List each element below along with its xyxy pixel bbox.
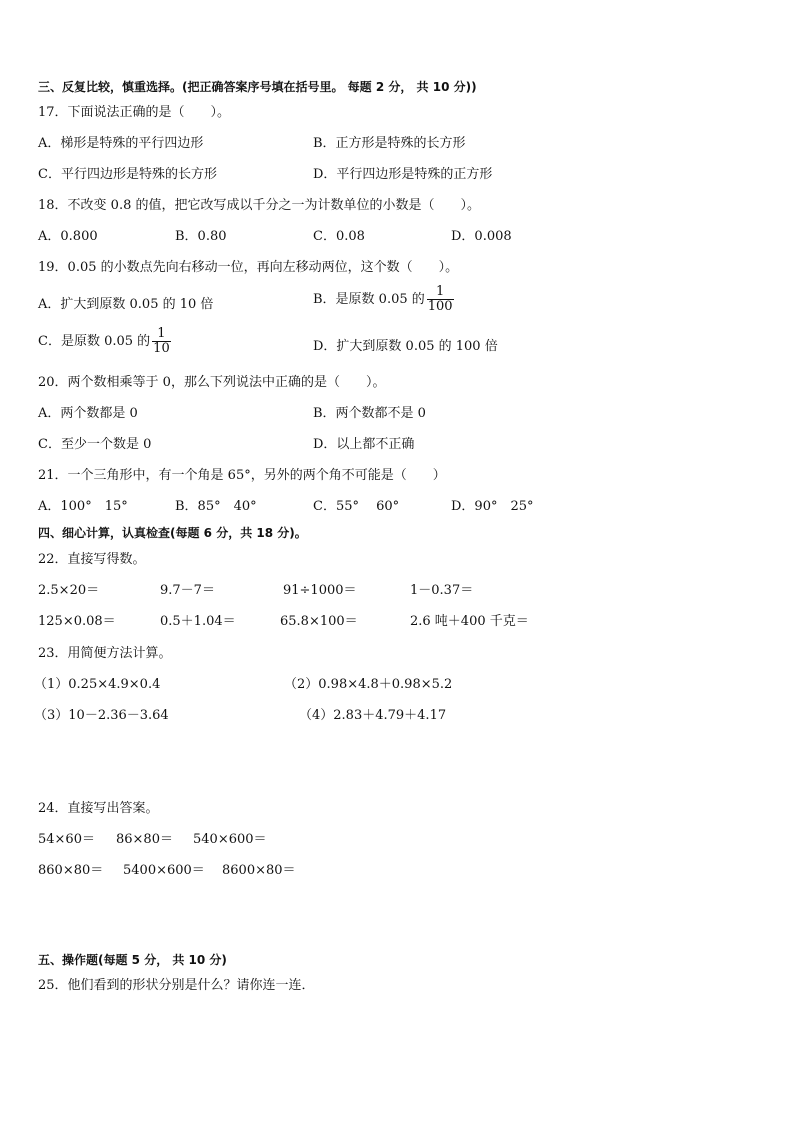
q20-option-a: A．两个数都是 0 [38, 406, 138, 421]
q20-option-c: C．至少一个数是 0 [38, 437, 152, 452]
q24-item: 860×80＝ [38, 863, 104, 878]
q22-item: 2.6 吨＋400 千克＝ [410, 614, 529, 629]
q24-stem: 24．直接写出答案。 [38, 801, 159, 816]
fraction-denominator: 100 [427, 299, 453, 314]
q24-item: 5400×600＝ [123, 863, 205, 878]
q21-option-c: C．55° 60° [313, 499, 400, 514]
q17-option-a: A．梯形是特殊的平行四边形 [38, 136, 204, 151]
q23-part-3: （3）10－2.36－3.64 [34, 708, 169, 723]
q19-option-a: A．扩大到原数 0.05 的 10 倍 [38, 297, 214, 312]
q22-stem: 22．直接写得数。 [38, 552, 146, 567]
q17-option-d: D．平行四边形是特殊的正方形 [313, 167, 493, 182]
q17-option-b: B．正方形是特殊的长方形 [313, 136, 466, 151]
q24-item: 8600×80＝ [222, 863, 296, 878]
fraction-numerator: 1 [152, 327, 171, 342]
q17-option-c: C．平行四边形是特殊的长方形 [38, 167, 217, 182]
q19-option-c [38, 327, 171, 356]
q20-option-b: B．两个数都不是 0 [313, 406, 426, 421]
q24-item: 540×600＝ [193, 832, 267, 847]
q18-stem: 18．不改变 0.8 的值，把它改写成以千分之一为计数单位的小数是（ ）。 [38, 198, 480, 213]
q18-option-b: B．0.80 [175, 229, 227, 244]
q20-stem: 20．两个数相乘等于 0，那么下列说法中正确的是（ ）。 [38, 375, 386, 390]
fraction-denominator: 10 [153, 341, 170, 356]
q23-part-1: （1）0.25×4.9×0.4 [34, 677, 161, 692]
q22-item: 9.7－7＝ [160, 583, 215, 598]
q19-option-c-text: C．是原数 0.05 的 [38, 334, 151, 349]
section-3-title: 三、反复比较，慎重选择。(把正确答案序号填在括号里。 每题 2 分， 共 10 分)) [38, 80, 477, 94]
q21-stem: 21．一个三角形中，有一个角是 65°，另外的两个角不可能是（ ） [38, 468, 446, 483]
q19-option-b-text: B．是原数 0.05 的 [313, 292, 425, 307]
q18-option-d: D．0.008 [451, 229, 512, 244]
q22-item: 1－0.37＝ [410, 583, 474, 598]
q18-option-a: A．0.800 [38, 229, 98, 244]
q19-option-d: D．扩大到原数 0.05 的 100 倍 [313, 339, 498, 354]
fraction-numerator: 1 [427, 285, 454, 300]
q21-option-a: A．100° 15° [38, 499, 128, 514]
q22-item: 0.5＋1.04＝ [160, 614, 236, 629]
q19-option-b-fraction [427, 285, 454, 314]
q22-item: 91÷1000＝ [283, 583, 357, 598]
q22-item: 2.5×20＝ [38, 583, 100, 598]
q17-stem: 17．下面说法正确的是（ ）。 [38, 105, 231, 120]
q24-item: 54×60＝ [38, 832, 95, 847]
q23-part-2: （2）0.98×4.8＋0.98×5.2 [284, 677, 453, 692]
q23-part-4: （4）2.83＋4.79＋4.17 [299, 708, 447, 723]
q24-item: 86×80＝ [116, 832, 173, 847]
q22-item: 65.8×100＝ [280, 614, 358, 629]
q19-option-c-fraction [152, 327, 171, 356]
q22-item: 125×0.08＝ [38, 614, 116, 629]
q21-option-d: D．90° 25° [451, 499, 534, 514]
section-4-title: 四、细心计算，认真检查(每题 6 分，共 18 分)。 [38, 526, 307, 540]
q23-stem: 23．用简便方法计算。 [38, 646, 172, 661]
q19-option-b [313, 285, 454, 314]
q21-option-b: B．85° 40° [175, 499, 257, 514]
section-5-title: 五、操作题(每题 5 分， 共 10 分) [38, 953, 227, 967]
q25-stem: 25．他们看到的形状分别是什么？请你连一连． [38, 978, 315, 993]
q20-option-d: D．以上都不正确 [313, 437, 415, 452]
q18-option-c: C．0.08 [313, 229, 365, 244]
q19-stem: 19．0.05 的小数点先向右移动一位，再向左移动两位，这个数（ ）。 [38, 260, 459, 275]
